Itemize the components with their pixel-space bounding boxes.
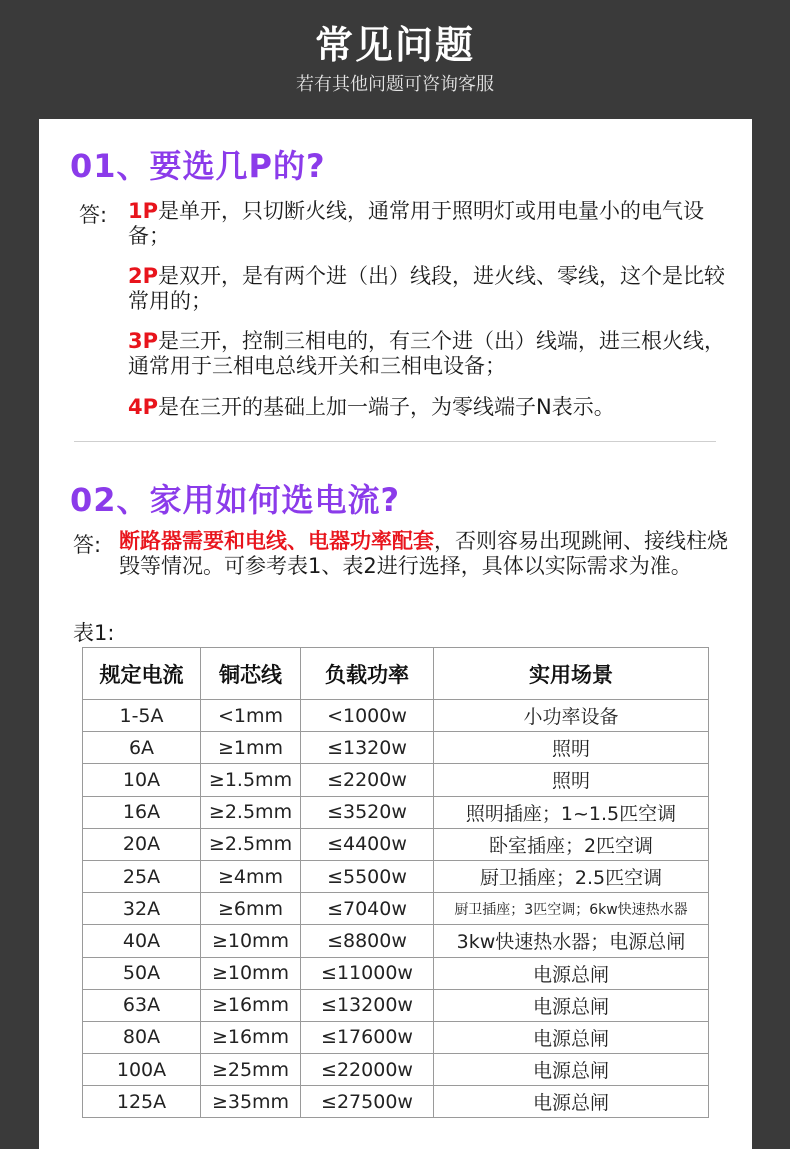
- cell-current: 80A: [83, 1021, 201, 1053]
- answer-1-item-text: 是三开，控制三相电的，有三个进（出）线端，进三根火线，通常用于三相电总线开关和三相电设备；: [128, 329, 726, 378]
- table-row: [83, 1086, 709, 1118]
- page-title: 常见问题: [314, 23, 475, 67]
- cell-power: ≤27500w: [301, 1086, 434, 1118]
- cell-power: ≤13200w: [301, 989, 434, 1021]
- question-2-title: 02、家用如何选电流?: [70, 481, 401, 519]
- cell-scenario: 卧室插座；2匹空调: [434, 828, 709, 860]
- cell-scenario: 照明插座；1~1.5匹空调: [434, 796, 709, 828]
- cell-current: 1-5A: [83, 700, 201, 732]
- table-row: [83, 828, 709, 860]
- table-header-row: [83, 648, 709, 700]
- cell-scenario: 照明: [434, 732, 709, 764]
- cell-wire: ≥2.5mm: [201, 796, 301, 828]
- table-row: [83, 796, 709, 828]
- table-row: [83, 764, 709, 796]
- cell-power: ≤22000w: [301, 1054, 434, 1086]
- cell-power: <1000w: [301, 700, 434, 732]
- answer-1-label: 答:: [79, 203, 108, 227]
- cell-wire: ≥16mm: [201, 989, 301, 1021]
- answer-1-item-text: 是单开，只切断火线，通常用于照明灯或用电量小的电气设备；: [128, 199, 705, 248]
- faq-card: [39, 119, 752, 1149]
- answer-1-item-text: 是双开，是有两个进（出）线段，进火线、零线，这个是比较常用的；: [128, 264, 726, 313]
- cell-wire: ≥1mm: [201, 732, 301, 764]
- cell-wire: ≥10mm: [201, 957, 301, 989]
- table-row: [83, 925, 709, 957]
- cell-power: ≤11000w: [301, 957, 434, 989]
- answer-2-label: 答:: [73, 533, 102, 557]
- header-usage-scenario: 实用场景: [434, 648, 709, 700]
- header-load-power: 负载功率: [301, 648, 434, 700]
- cell-scenario: 电源总闸: [434, 1021, 709, 1053]
- cell-wire: ≥35mm: [201, 1086, 301, 1118]
- cell-scenario: 电源总闸: [434, 1086, 709, 1118]
- cell-power: ≤2200w: [301, 764, 434, 796]
- table-row: [83, 732, 709, 764]
- cell-power: ≤5500w: [301, 860, 434, 892]
- cell-current: 6A: [83, 732, 201, 764]
- cell-scenario: 电源总闸: [434, 957, 709, 989]
- cell-scenario: 电源总闸: [434, 989, 709, 1021]
- cell-current: 50A: [83, 957, 201, 989]
- cell-current: 10A: [83, 764, 201, 796]
- answer-1-item-tag: 3P: [128, 329, 159, 353]
- cell-power: ≤7040w: [301, 893, 434, 925]
- cell-wire: ≥10mm: [201, 925, 301, 957]
- cell-power: ≤1320w: [301, 732, 434, 764]
- cell-scenario: 照明: [434, 764, 709, 796]
- answer-1-item: [128, 264, 728, 314]
- answer-2-body: ，否则容易出现跳闸、接线柱烧毁等情况。可参考表1、表2进行选择，具体以实际需求为准。: [119, 529, 728, 578]
- answer-1-item-tag: 1P: [128, 199, 159, 223]
- answer-1-item: [128, 199, 728, 249]
- answer-1-item-text: 是在三开的基础上加一端子，为零线端子N表示。: [158, 395, 615, 419]
- page-header: [0, 0, 790, 118]
- cell-current: 25A: [83, 860, 201, 892]
- table-label: 表1:: [73, 621, 115, 645]
- cell-power: ≤3520w: [301, 796, 434, 828]
- header-rated-current: 规定电流: [83, 648, 201, 700]
- cell-wire: <1mm: [201, 700, 301, 732]
- cell-wire: ≥16mm: [201, 1021, 301, 1053]
- section-divider: [74, 441, 716, 442]
- cell-power: ≤17600w: [301, 1021, 434, 1053]
- cell-current: 16A: [83, 796, 201, 828]
- table-row: [83, 989, 709, 1021]
- answer-1-item-tag: 4P: [128, 395, 159, 419]
- cell-scenario: 电源总闸: [434, 1054, 709, 1086]
- cell-current: 125A: [83, 1086, 201, 1118]
- cell-scenario: 3kw快速热水器；电源总闸: [434, 925, 709, 957]
- table-row: [83, 957, 709, 989]
- cell-current: 40A: [83, 925, 201, 957]
- answer-2-text: [119, 529, 739, 579]
- cell-scenario: 厨卫插座；3匹空调；6kw快速热水器: [434, 893, 709, 925]
- cell-wire: ≥25mm: [201, 1054, 301, 1086]
- cell-power: ≤4400w: [301, 828, 434, 860]
- cell-wire: ≥4mm: [201, 860, 301, 892]
- table-row: [83, 1021, 709, 1053]
- cell-power: ≤8800w: [301, 925, 434, 957]
- cell-scenario: 厨卫插座；2.5匹空调: [434, 860, 709, 892]
- cell-wire: ≥6mm: [201, 893, 301, 925]
- table-row: [83, 860, 709, 892]
- table-row: [83, 700, 709, 732]
- cell-current: 100A: [83, 1054, 201, 1086]
- cell-wire: ≥2.5mm: [201, 828, 301, 860]
- table-row: [83, 1054, 709, 1086]
- table-row: [83, 893, 709, 925]
- answer-2-highlight: 断路器需要和电线、电器功率配套: [119, 529, 434, 553]
- question-1-title: 01、要选几P的?: [70, 147, 326, 185]
- answer-1-item-tag: 2P: [128, 264, 159, 288]
- page-subtitle: 若有其他问题可咨询客服: [296, 74, 494, 95]
- cell-scenario: 小功率设备: [434, 700, 709, 732]
- cell-current: 32A: [83, 893, 201, 925]
- breaker-spec-table: [82, 647, 709, 1118]
- cell-current: 20A: [83, 828, 201, 860]
- cell-wire: ≥1.5mm: [201, 764, 301, 796]
- header-copper-wire: 铜芯线: [201, 648, 301, 700]
- answer-1-item: [128, 395, 728, 420]
- answer-1-item: [128, 329, 728, 379]
- cell-current: 63A: [83, 989, 201, 1021]
